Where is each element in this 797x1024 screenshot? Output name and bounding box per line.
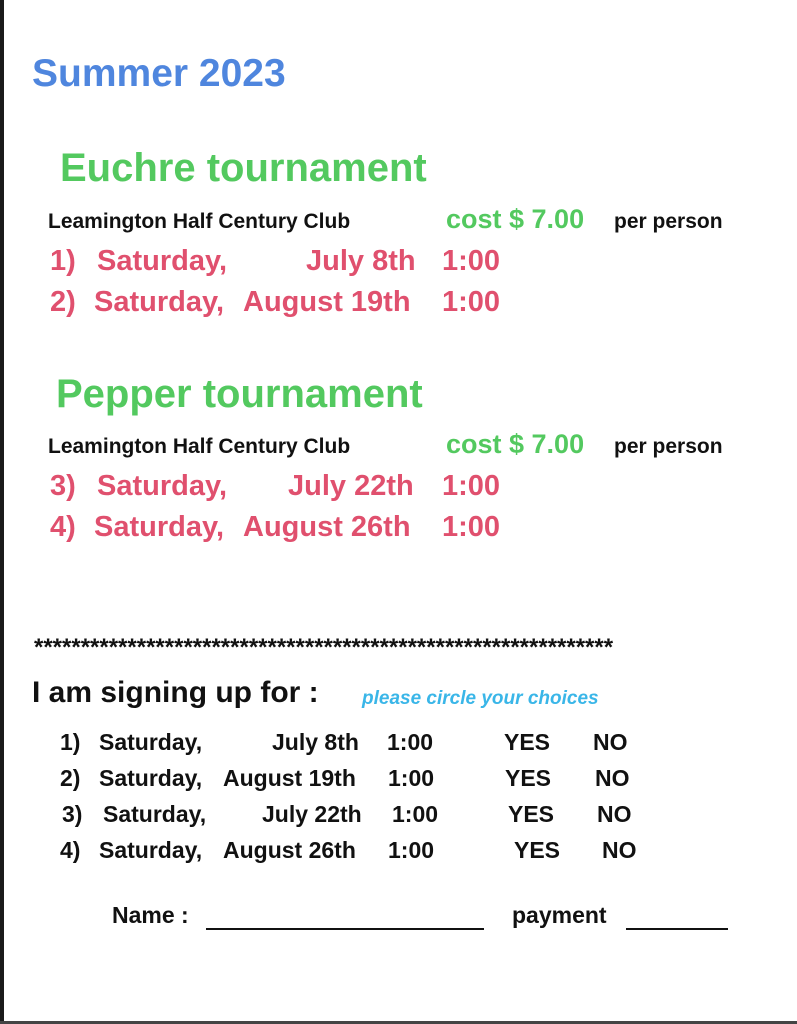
payment-label: payment bbox=[512, 902, 607, 928]
choice-date: July 8th bbox=[272, 729, 359, 755]
yes-option[interactable]: YES bbox=[508, 801, 555, 827]
choice-time: 1:00 bbox=[388, 765, 435, 791]
event-time: 1:00 bbox=[442, 511, 501, 543]
euchre-per-person: per person bbox=[614, 210, 723, 233]
event-number: 4) bbox=[50, 511, 76, 543]
pepper-heading: Pepper tournament bbox=[56, 372, 423, 416]
event-number: 1) bbox=[50, 245, 76, 277]
pepper-event-4 bbox=[50, 511, 520, 547]
signup-heading: I am signing up for : bbox=[32, 676, 319, 709]
event-date: August 26th bbox=[243, 511, 411, 543]
event-day: Saturday, bbox=[97, 470, 228, 502]
payment-field[interactable] bbox=[626, 928, 728, 930]
event-time: 1:00 bbox=[442, 470, 501, 502]
choice-number: 1) bbox=[60, 729, 81, 755]
no-option[interactable]: NO bbox=[593, 729, 628, 755]
choice-time: 1:00 bbox=[387, 729, 434, 755]
name-label: Name : bbox=[112, 902, 189, 928]
euchre-event-1 bbox=[50, 245, 520, 281]
pepper-event-3 bbox=[50, 470, 520, 506]
pepper-per-person: per person bbox=[614, 435, 723, 458]
scan-edge-left bbox=[0, 0, 4, 1024]
choice-date: July 22th bbox=[262, 801, 362, 827]
choice-day: Saturday, bbox=[99, 765, 203, 791]
choice-time: 1:00 bbox=[392, 801, 439, 827]
event-day: Saturday, bbox=[94, 511, 225, 543]
euchre-club: Leamington Half Century Club bbox=[48, 210, 351, 233]
no-option[interactable]: NO bbox=[595, 765, 630, 791]
pepper-club: Leamington Half Century Club bbox=[48, 435, 351, 458]
choice-time: 1:00 bbox=[388, 837, 435, 863]
choice-number: 3) bbox=[62, 801, 83, 827]
event-time: 1:00 bbox=[442, 245, 501, 277]
name-field[interactable] bbox=[206, 928, 484, 930]
euchre-heading: Euchre tournament bbox=[60, 146, 427, 190]
choice-row-1 bbox=[60, 729, 660, 759]
event-number: 2) bbox=[50, 286, 76, 318]
choice-number: 2) bbox=[60, 765, 81, 791]
circle-choices-note: please circle your choices bbox=[362, 688, 599, 709]
choice-day: Saturday, bbox=[99, 729, 203, 755]
event-date: July 8th bbox=[306, 245, 416, 277]
event-date: July 22th bbox=[288, 470, 414, 502]
euchre-event-2 bbox=[50, 286, 520, 322]
yes-option[interactable]: YES bbox=[514, 837, 561, 863]
choice-day: Saturday, bbox=[99, 837, 203, 863]
choice-day: Saturday, bbox=[103, 801, 207, 827]
yes-option[interactable]: YES bbox=[505, 765, 552, 791]
pepper-cost: cost $ 7.00 bbox=[446, 429, 585, 459]
choice-row-4 bbox=[60, 837, 660, 867]
page-title: Summer 2023 bbox=[32, 52, 286, 95]
choice-row-2 bbox=[60, 765, 660, 795]
no-option[interactable]: NO bbox=[597, 801, 632, 827]
no-option[interactable]: NO bbox=[602, 837, 637, 863]
event-day: Saturday, bbox=[94, 286, 225, 318]
choice-number: 4) bbox=[60, 837, 81, 863]
choice-date: August 19th bbox=[223, 765, 356, 791]
choice-date: August 26th bbox=[223, 837, 356, 863]
asterisk-divider: ************************************************************** bbox=[34, 634, 614, 661]
yes-option[interactable]: YES bbox=[504, 729, 551, 755]
choice-row-3 bbox=[62, 801, 662, 831]
event-day: Saturday, bbox=[97, 245, 228, 277]
euchre-cost: cost $ 7.00 bbox=[446, 204, 585, 234]
event-time: 1:00 bbox=[442, 286, 501, 318]
event-date: August 19th bbox=[243, 286, 411, 318]
event-number: 3) bbox=[50, 470, 76, 502]
